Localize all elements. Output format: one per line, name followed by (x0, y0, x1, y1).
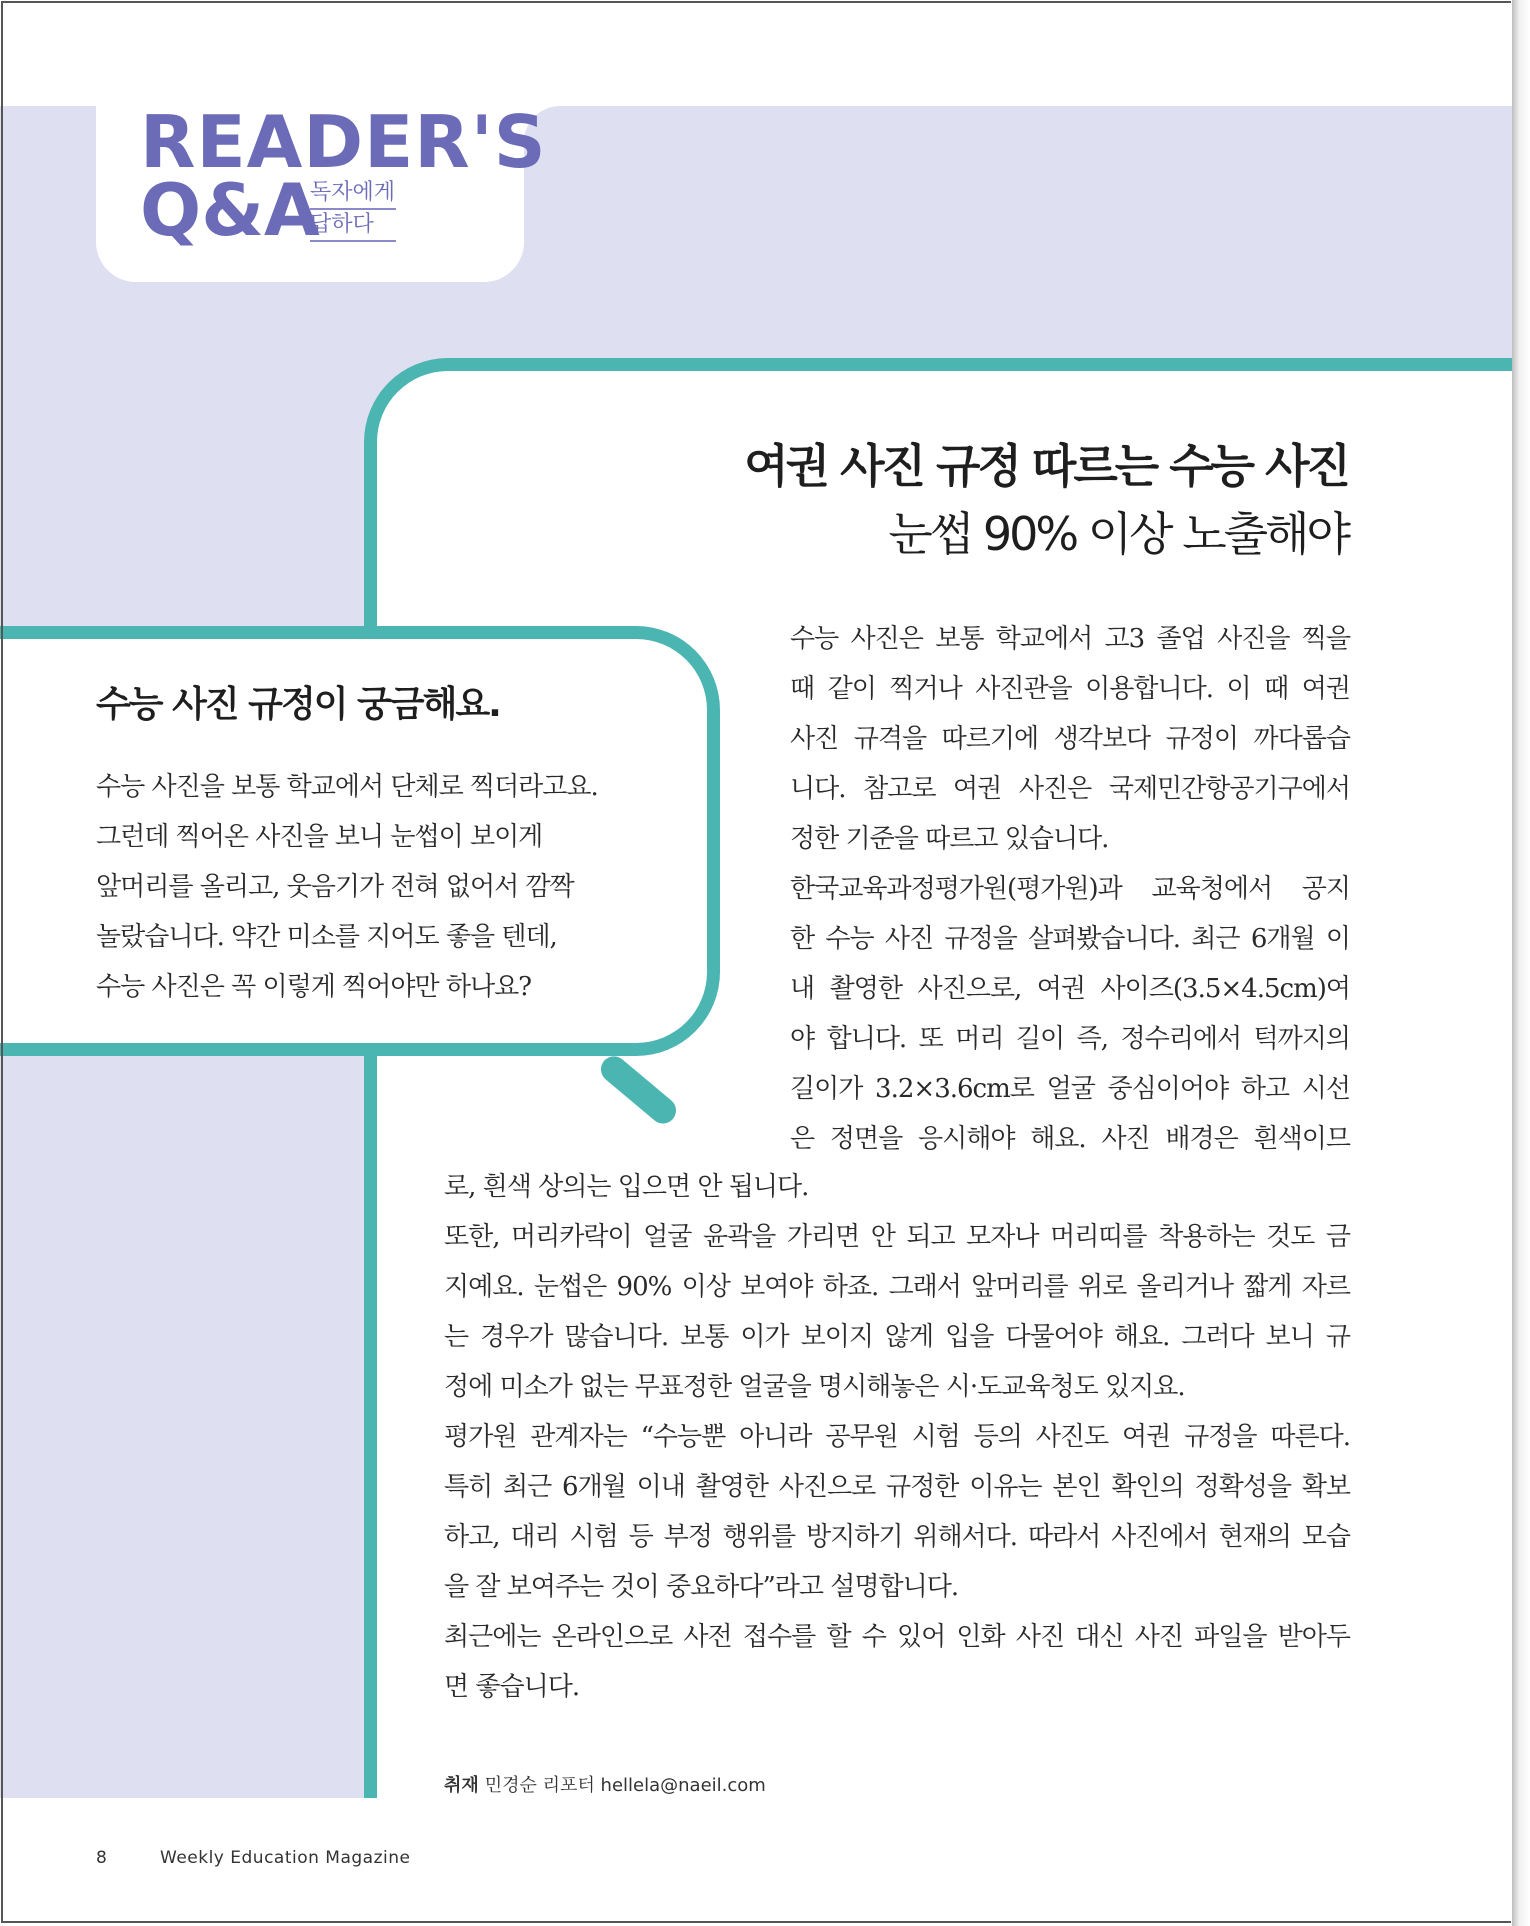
credit-text: 민경순 리포터 hellela@naeil.com (484, 1775, 766, 1796)
answer-line: 길이가 3.2×3.6cm로 얼굴 중심이어야 하고 시선 (790, 1074, 1350, 1104)
headline-line1: 여권 사진 규정 따르는 수능 사진 (744, 439, 1348, 493)
section-title: READER'S (140, 100, 547, 184)
section-subtitle: Q&A (140, 168, 320, 252)
question-line: 그런데 찍어온 사진을 보니 눈썹이 보이게 (96, 822, 543, 852)
answer-line: 평가원 관계자는 “수능뿐 아니라 공무원 시험 등의 사진도 여권 규정을 따른다. (444, 1422, 1350, 1452)
answer-line: 로, 흰색 상의는 입으면 안 됩니다. (444, 1172, 809, 1202)
headline-line2: 눈썹 90% 이상 노출해야 (888, 507, 1348, 561)
section-caption-line2: 답하다 (310, 210, 396, 242)
answer-line: 은 정면을 응시해야 해요. 사진 배경은 흰색이므 (790, 1124, 1350, 1154)
answer-line: 때 같이 찍거나 사진관을 이용합니다. 이 때 여권 (790, 674, 1350, 704)
credit-label: 취재 (444, 1775, 479, 1796)
answer-line: 한국교육과정평가원(평가원)과 교육청에서 공지 (790, 874, 1350, 904)
answer-line: 사진 규격을 따르기에 생각보다 규정이 까다롭습 (790, 724, 1350, 754)
answer-line: 한 수능 사진 규정을 살펴봤습니다. 최근 6개월 이 (790, 924, 1350, 954)
answer-line: 는 경우가 많습니다. 보통 이가 보이지 않게 입을 다물어야 해요. 그러다 보니 규 (444, 1322, 1350, 1352)
answer-line: 또한, 머리카락이 얼굴 윤곽을 가리면 안 되고 모자나 머리띠를 착용하는 것도 금 (444, 1222, 1350, 1252)
answer-line: 내 촬영한 사진으로, 여권 사이즈(3.5×4.5cm)여 (790, 974, 1350, 1004)
answer-line: 최근에는 온라인으로 사전 접수를 할 수 있어 인화 사진 대신 사진 파일을 받아두 (444, 1622, 1350, 1652)
answer-line: 을 잘 보여주는 것이 중요하다”라고 설명합니다. (444, 1572, 959, 1602)
answer-line: 수능 사진은 보통 학교에서 고3 졸업 사진을 찍을 (790, 624, 1350, 654)
lavender-left-band (0, 1048, 368, 1798)
answer-line: 하고, 대리 시험 등 부정 행위를 방지하기 위해서다. 따라서 사진에서 현재의 모습 (444, 1522, 1350, 1552)
question-line: 놀랐습니다. 약간 미소를 지어도 좋을 텐데, (96, 922, 557, 952)
answer-line: 니다. 참고로 여권 사진은 국제민간항공기구에서 (790, 774, 1350, 804)
question-line: 앞머리를 올리고, 웃음기가 전혀 없어서 깜짝 (96, 872, 574, 902)
question-line: 수능 사진을 보통 학교에서 단체로 찍더라고요. (96, 772, 598, 802)
reporter-credit (444, 1773, 766, 1799)
page-number: 8 (96, 1848, 107, 1868)
answer-line: 정한 기준을 따르고 있습니다. (790, 824, 1109, 854)
section-caption-line1: 독자에게 (310, 178, 396, 210)
magazine-name: Weekly Education Magazine (160, 1848, 411, 1868)
answer-line: 면 좋습니다. (444, 1672, 580, 1702)
answer-line: 특히 최근 6개월 이내 촬영한 사진으로 규정한 이유는 본인 확인의 정확성을 확보 (444, 1472, 1350, 1502)
answer-line: 지예요. 눈썹은 90% 이상 보여야 하죠. 그래서 앞머리를 위로 올리거나 짧게 자르 (444, 1272, 1350, 1302)
page-edge-shadow (1512, 0, 1530, 1926)
question-title: 수능 사진 규정이 궁금해요. (96, 684, 500, 725)
answer-line: 정에 미소가 없는 무표정한 얼굴을 명시해놓은 시·도교육청도 있지요. (444, 1372, 1185, 1402)
question-line: 수능 사진은 꼭 이렇게 찍어야만 하나요? (96, 972, 532, 1002)
answer-line: 야 합니다. 또 머리 길이 즉, 정수리에서 턱까지의 (790, 1024, 1350, 1054)
